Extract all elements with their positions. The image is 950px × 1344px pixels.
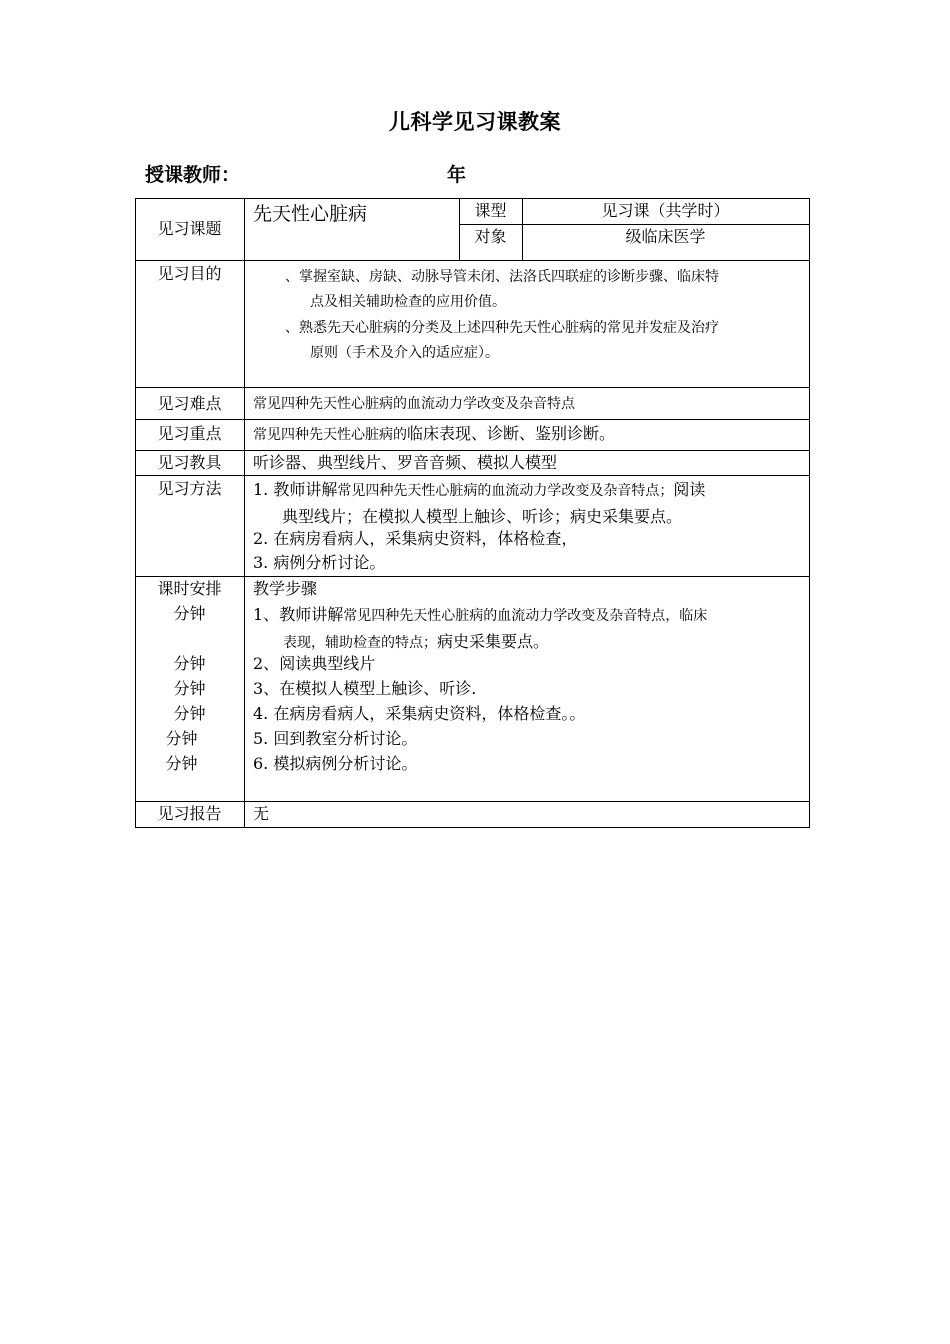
row-divider [135,475,810,476]
step-small: 常见四种先天性心脏病的血流动力学改变及杂音特点，临床 [343,608,708,624]
method-num: 3. [253,553,269,572]
step-num: 6. [253,754,269,773]
report-label: 见习报告 [157,804,222,823]
key-points-value [253,422,615,447]
step-text: 阅读典型线片 [279,654,376,673]
step-num: 3、 [253,679,280,698]
method-text: 病例分析讨论。 [273,553,386,572]
difficulty-value: 常见四种先天性心脏病的血流动力学改变及杂音特点 [253,396,575,412]
method-line2: 典型线片；在模拟人模型上触诊、听诊；病史采集要点。 [282,507,683,526]
methods-item-2 [253,527,577,551]
key-points-small: 常见四种先天性心脏病的 [253,427,407,443]
step-num: 2、 [253,654,280,673]
minutes-6: 分钟 [165,754,198,773]
purpose-item-1-line2: 点及相关辅助检查的应用价值。 [310,294,506,310]
purpose-item-2-line1: 、熟悉先天心脏病的分类及上述四种先天性心脏病的常见并发症及治疗 [285,320,719,336]
step-num: 4. [253,704,269,723]
audience-label: 对象 [474,227,507,246]
step-lead: 教师讲解 [279,605,344,624]
year-label: 年 [447,164,467,186]
minutes-3: 分钟 [173,679,206,698]
type-value: 见习课（共学时） [601,201,730,220]
key-points-label: 见习重点 [157,424,222,443]
purpose-item-1-line1: 、掌握室缺、房缺、动脉导管未闭、法洛氏四联症的诊断步骤、临床特 [285,269,719,285]
teacher-label: 授课教师： [145,164,241,186]
audience-value: 级临床医学 [625,227,706,246]
table-border [809,198,810,828]
step-5 [253,727,417,751]
topic-value: 先天性心脏病 [253,203,368,225]
step-text: 在模拟人模型上触诊、听诊. [279,679,477,698]
column-divider [244,198,245,828]
purpose-label: 见习目的 [157,264,222,283]
step-num: 5. [253,729,269,748]
tools-value: 听诊器、典型线片、罗音音频、模拟人模型 [253,453,558,472]
step-text: 回到教室分析讨论。 [273,729,418,748]
type-label: 课型 [474,201,507,220]
method-tail: 阅读 [673,480,706,499]
minutes-5: 分钟 [165,729,198,748]
purpose-item-2-line2: 原则（手术及介入的适应症）。 [310,345,499,361]
purpose-item-2 [285,316,719,366]
table-border [135,827,810,828]
methods-label: 见习方法 [157,479,222,498]
method-lead: 教师讲解 [273,480,338,499]
purpose-item-1 [285,265,719,315]
step-num: 1、 [253,605,280,624]
method-small: 常见四种先天性心脏病的血流动力学改变及杂音特点； [337,483,674,499]
step-1 [253,602,707,656]
step-3 [253,677,476,701]
method-num: 1. [253,480,269,499]
method-text: 在病房看病人，采集病史资料，体格检查， [273,529,578,548]
document-title: 儿科学见习课教案 [389,110,561,134]
step-2 [253,652,375,676]
methods-item-1 [253,477,705,529]
schedule-label: 课时安排 [157,579,222,598]
step-4 [253,702,585,726]
report-value: 无 [253,804,270,823]
key-points-large: 临床表现、诊断、鉴别诊断。 [407,424,616,443]
minutes-2: 分钟 [173,654,206,673]
steps-title: 教学步骤 [253,579,318,598]
step-6 [253,752,417,776]
step-text: 在病房看病人，采集病史资料，体格检查。。 [273,704,586,723]
tools-label: 见习教具 [157,453,222,472]
row-divider [135,419,810,420]
row-divider [135,387,810,388]
difficulty-label: 见习难点 [157,394,222,413]
row-divider [135,260,810,261]
minutes-1: 分钟 [173,604,206,623]
topic-label: 见习课题 [157,219,222,238]
methods-item-3 [253,551,385,575]
step-line2-small: 表现，辅助检查的特点； [283,635,437,651]
minutes-4: 分钟 [173,704,206,723]
step-line2-large: 病史采集要点。 [437,632,550,651]
step-text: 模拟病例分析讨论。 [273,754,418,773]
lesson-plan-table [135,198,809,827]
method-num: 2. [253,529,269,548]
